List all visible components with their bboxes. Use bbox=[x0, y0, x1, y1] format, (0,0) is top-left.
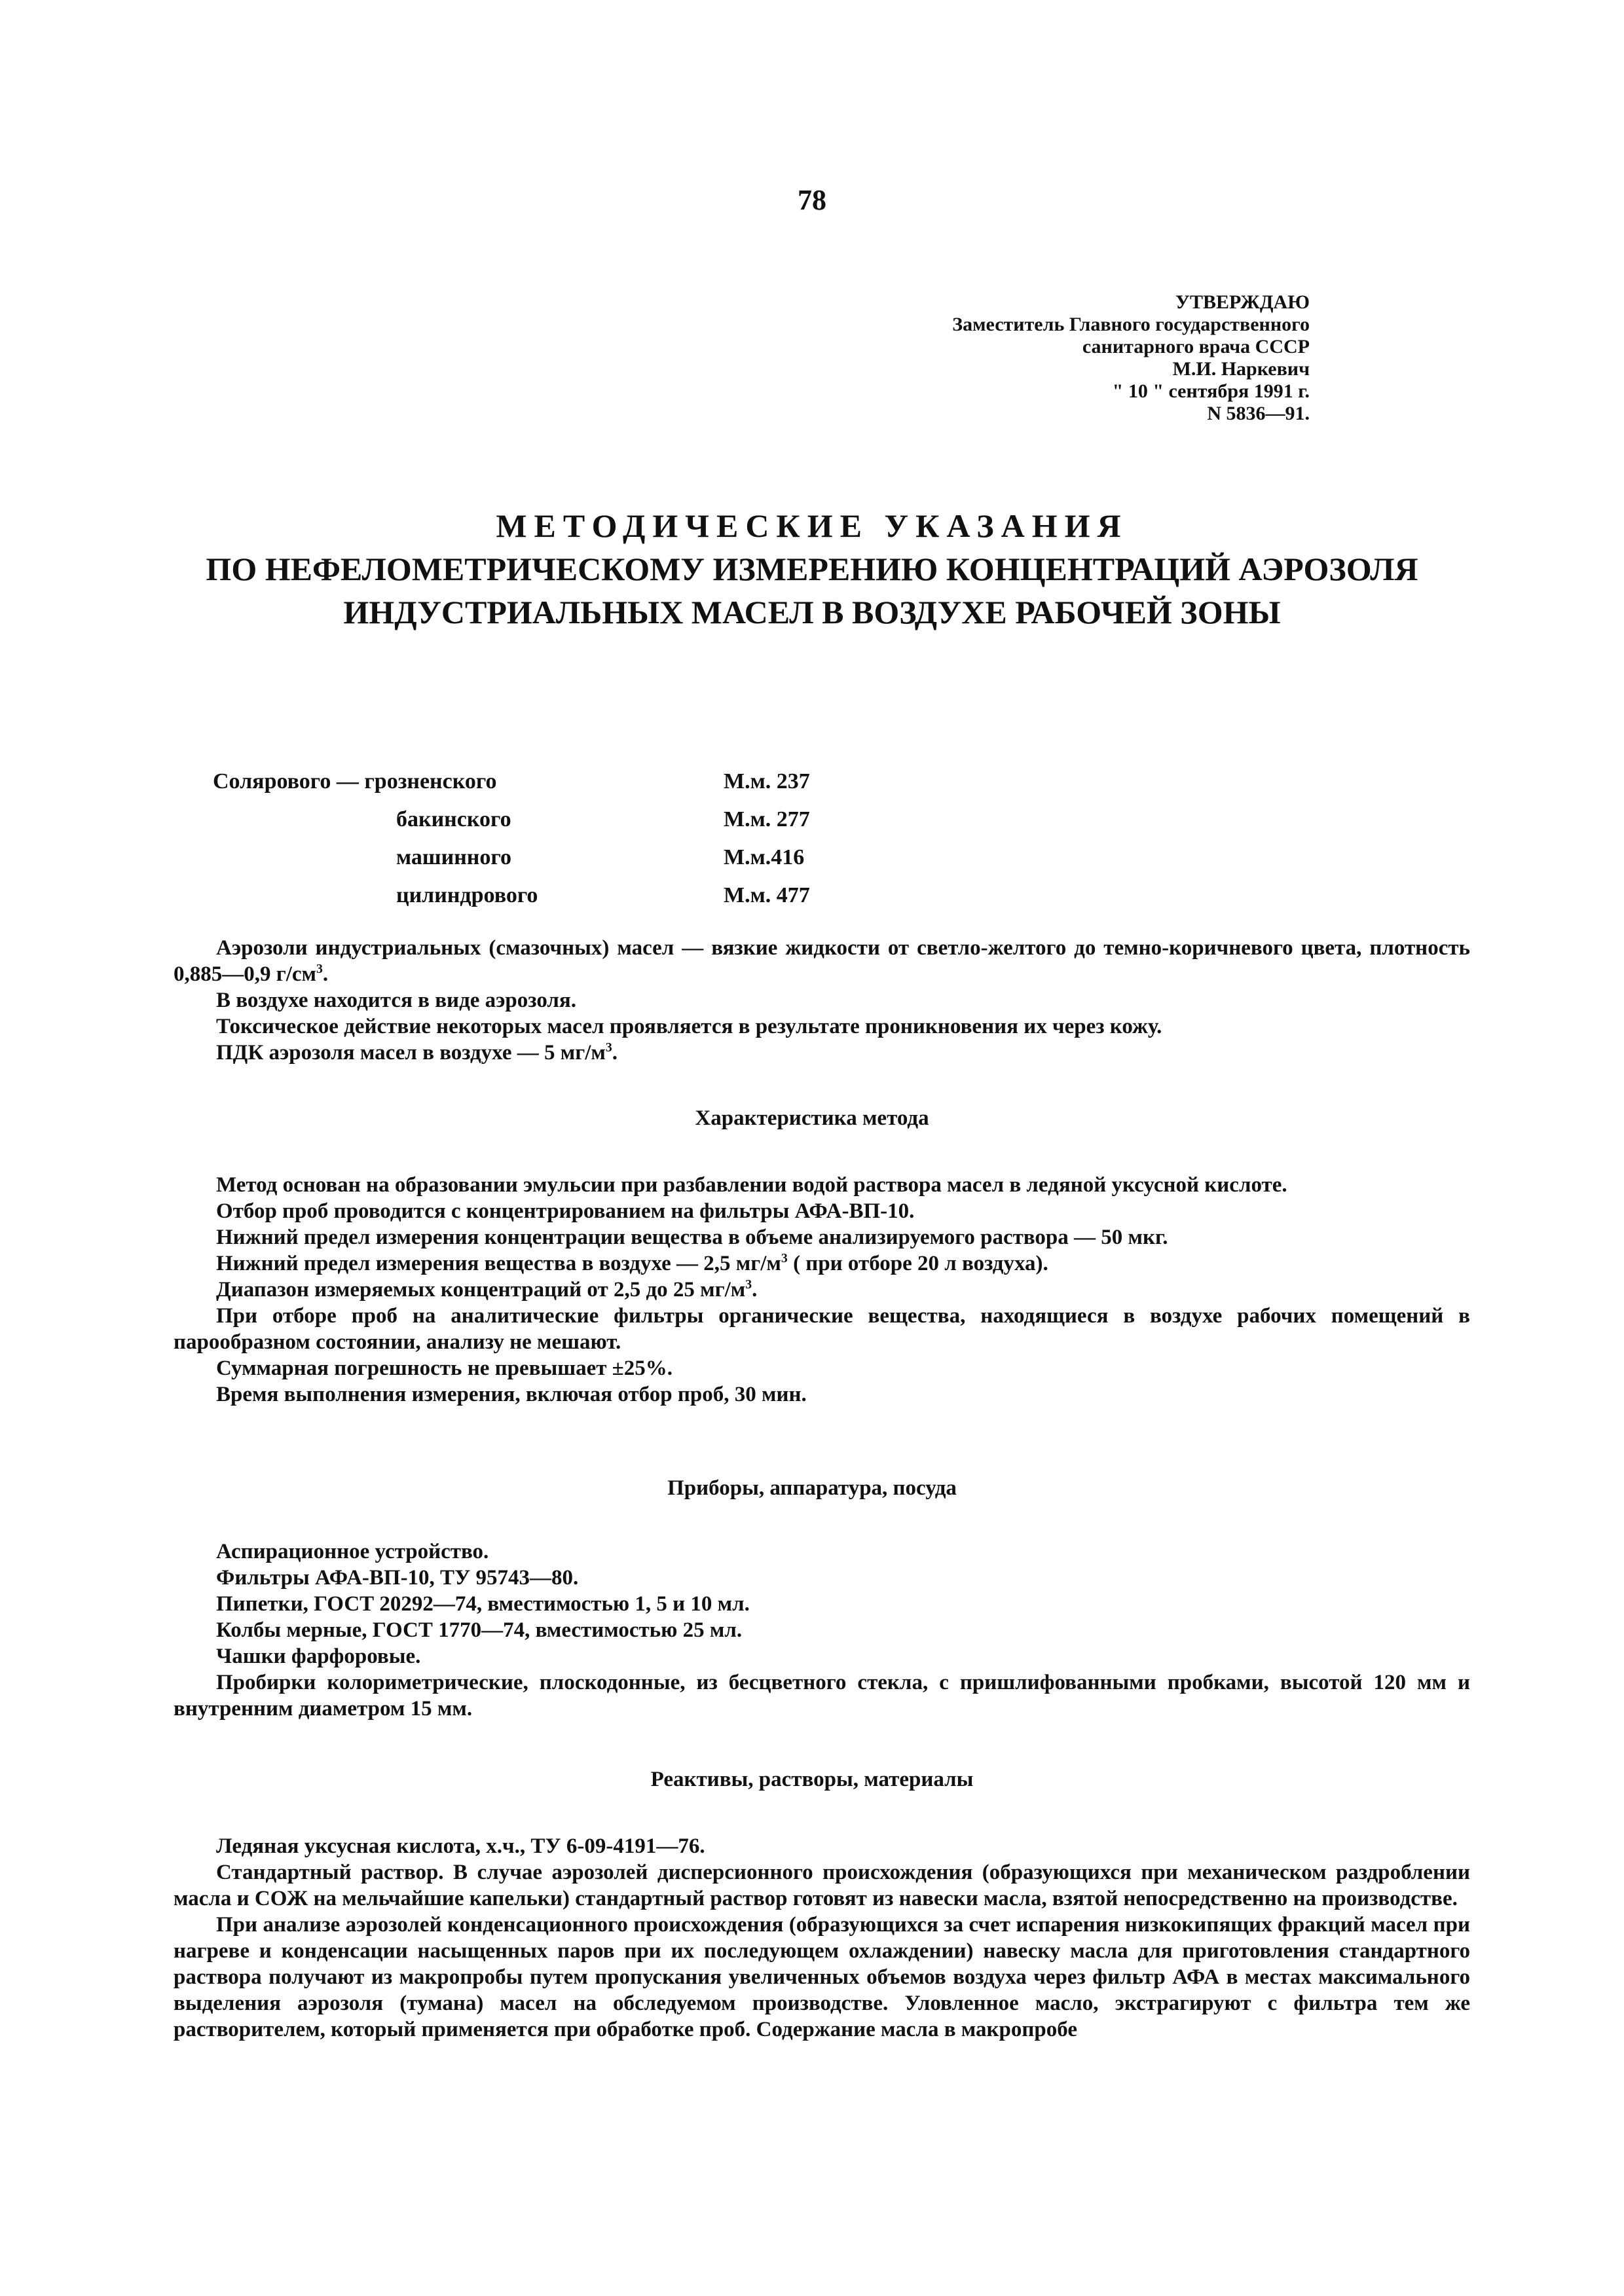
approval-number: N 5836—91. bbox=[1207, 403, 1310, 424]
method-paragraph bbox=[174, 1277, 1470, 1303]
superscript: 3 bbox=[605, 1040, 612, 1055]
title-line2: ПО НЕФЕЛОМЕТРИЧЕСКОМУ ИЗМЕРЕНИЮ КОНЦЕНТРАЦИЙ АЭРОЗОЛЯ bbox=[206, 551, 1418, 587]
approval-date: " 10 " сентября 1991 г. bbox=[1112, 380, 1310, 402]
equipment-item: Колбы мерные, ГОСТ 1770—74, вместимостью 25 мл. bbox=[216, 1618, 743, 1642]
oil-mass: М.м. 477 bbox=[724, 883, 810, 907]
method-paragraph bbox=[174, 1250, 1470, 1277]
method-paragraph: Отбор проб проводится с концентрированием на фильтры АФА-ВП-10. bbox=[216, 1199, 915, 1223]
intro-paragraph: В воздухе находится в виде аэрозоля. bbox=[216, 989, 577, 1012]
superscript: 3 bbox=[745, 1277, 752, 1292]
intro-paragraph bbox=[174, 935, 1470, 987]
title-line1: МЕТОДИЧЕСКИЕ УКАЗАНИЯ bbox=[496, 507, 1128, 544]
equipment-item: Фильтры АФА-ВП-10, ТУ 95743—80. bbox=[216, 1566, 579, 1590]
intro-section bbox=[174, 935, 1470, 1066]
superscript: 3 bbox=[781, 1251, 788, 1266]
equipment-section bbox=[174, 1539, 1470, 1722]
oil-name: цилиндрового bbox=[396, 883, 538, 907]
intro-text: Аэрозоли индустриальных (смазочных) масел — вязкие жидкости от светло-желтого до темно-коричневого цвета, плотность 0,885—0,9 г/см bbox=[174, 936, 1470, 986]
reagents-heading: Реактивы, растворы, материалы bbox=[650, 1768, 974, 1791]
intro-paragraph: Токсическое действие некоторых масел проявляется в результате проникновения их через кожу. bbox=[216, 1015, 1162, 1038]
method-text: . bbox=[752, 1278, 758, 1302]
oil-mass: М.м. 237 bbox=[724, 769, 810, 793]
approval-block bbox=[720, 291, 1310, 425]
reagents-section bbox=[174, 1833, 1470, 2043]
oil-name: Солярового — грозненского bbox=[213, 769, 497, 793]
approval-heading: УТВЕРЖДАЮ bbox=[1175, 291, 1310, 313]
approval-line1: Заместитель Главного государственного bbox=[952, 314, 1310, 335]
equipment-item: Пробирки колориметрические, плоскодонные, из бесцветного стекла, с пришлифованными пробками, высотой 120 мм и внутренним диаметром 15 мм. bbox=[174, 1671, 1470, 1721]
equipment-item: Чашки фарфоровые. bbox=[216, 1645, 421, 1668]
intro-text: . bbox=[322, 962, 329, 986]
oil-row bbox=[213, 845, 933, 883]
intro-paragraph bbox=[174, 1040, 1470, 1066]
title-line3: ИНДУСТРИАЛЬНЫХ МАСЕЛ В ВОЗДУХЕ РАБОЧЕЙ ЗОНЫ bbox=[343, 594, 1281, 630]
oil-row bbox=[213, 769, 933, 807]
oil-name: машинного bbox=[396, 845, 511, 869]
oil-row bbox=[213, 807, 933, 845]
equipment-item: Пипетки, ГОСТ 20292—74, вместимостью 1, 5 и 10 мл. bbox=[216, 1592, 750, 1616]
superscript: 3 bbox=[316, 962, 323, 976]
method-paragraph: Нижний предел измерения концентрации вещества в объеме анализируемого раствора — 50 мкг. bbox=[216, 1226, 1168, 1249]
page-number: 78 bbox=[798, 184, 826, 216]
method-heading: Характеристика метода bbox=[695, 1106, 929, 1130]
approval-name: М.И. Наркевич bbox=[1172, 358, 1310, 380]
oil-mass: М.м. 277 bbox=[724, 807, 810, 831]
method-section bbox=[174, 1172, 1470, 1408]
method-paragraph: Метод основан на образовании эмульсии при разбавлении водой раствора масел в ледяной уксусной кислоте. bbox=[216, 1173, 1287, 1197]
method-text: Диапазон измеряемых концентраций от 2,5 до 25 мг/м bbox=[216, 1278, 746, 1302]
reagents-paragraph: При анализе аэрозолей конденсационного происхождения (образующихся за счет испарения низкокипящих фракций масел при нагреве и конденсации насыщенных паров при их последующем охлаждении) навеску масла для приготовления стандартного раствора получают из макропробы путем пропускания увеличенных объемов воздуха через фильтр АФА в местах максимального выделения аэрозоля (тумана) масел на обследуемом производстве. Уловленное масло, экстрагируют с фильтра тем же растворителем, который применяется при обработке проб. Содержание масла в макропробе bbox=[174, 1913, 1470, 2041]
oils-list bbox=[213, 769, 933, 921]
reagents-paragraph: Ледяная уксусная кислота, х.ч., ТУ 6-09-4191—76. bbox=[216, 1834, 705, 1858]
method-paragraph: Суммарная погрешность не превышает ±25%. bbox=[216, 1357, 673, 1380]
intro-text: ПДК аэрозоля масел в воздухе — 5 мг/м bbox=[216, 1041, 606, 1065]
intro-text: . bbox=[612, 1041, 618, 1065]
method-text: ( при отборе 20 л воздуха). bbox=[787, 1252, 1048, 1275]
method-text: Нижний предел измерения вещества в воздухе — 2,5 мг/м bbox=[216, 1252, 781, 1275]
method-paragraph: Время выполнения измерения, включая отбор проб, 30 мин. bbox=[216, 1383, 807, 1406]
oil-name: бакинского bbox=[396, 807, 511, 831]
method-paragraph: При отборе проб на аналитические фильтры органические вещества, находящиеся в воздухе рабочих помещений в парообразном состоянии, анализу не мешают. bbox=[174, 1304, 1470, 1354]
equipment-heading: Приборы, аппаратура, посуда bbox=[667, 1476, 957, 1500]
approval-line2: санитарного врача СССР bbox=[1082, 336, 1310, 357]
document-title bbox=[131, 504, 1493, 634]
equipment-item: Аспирационное устройство. bbox=[216, 1540, 489, 1563]
oil-row bbox=[213, 883, 933, 921]
oil-mass: М.м.416 bbox=[724, 845, 805, 869]
reagents-paragraph: Стандартный раствор. В случае аэрозолей дисперсионного происхождения (образующихся при механическом раздроблении масла и СОЖ на мельчайшие капельки) стандартный раствор готовят из навески масла, взятой непосредственно на производстве. bbox=[174, 1861, 1470, 1910]
